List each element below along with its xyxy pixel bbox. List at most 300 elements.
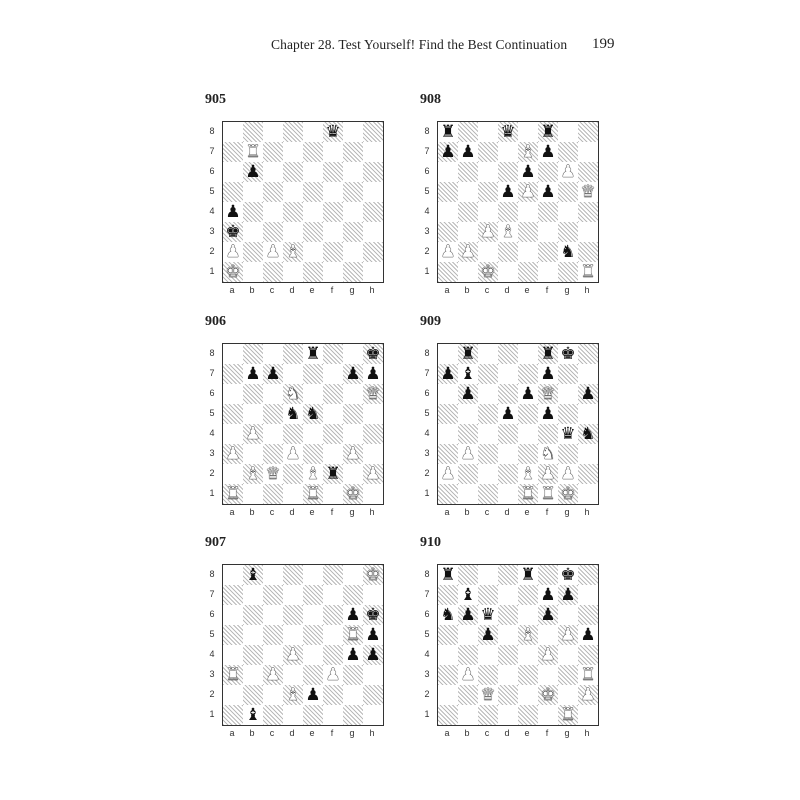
square-h7 bbox=[363, 364, 383, 384]
file-label: e bbox=[309, 285, 315, 295]
square-b7 bbox=[458, 142, 478, 162]
square-g2 bbox=[343, 685, 363, 705]
black-pawn-icon: ♟ bbox=[580, 625, 596, 645]
black-pawn-icon: ♟ bbox=[540, 605, 556, 625]
diagram-number: 905 bbox=[205, 92, 226, 107]
square-b8 bbox=[243, 565, 263, 585]
square-h5 bbox=[363, 182, 383, 202]
square-a8 bbox=[223, 122, 243, 142]
rank-labels bbox=[422, 564, 432, 724]
square-h8 bbox=[578, 565, 598, 585]
square-h4 bbox=[578, 424, 598, 444]
square-a6 bbox=[223, 384, 243, 404]
rank-label: 3 bbox=[424, 448, 430, 458]
square-e1 bbox=[303, 484, 323, 504]
square-b3 bbox=[458, 665, 478, 685]
square-f1 bbox=[323, 705, 343, 725]
square-h3 bbox=[578, 665, 598, 685]
square-a7 bbox=[223, 364, 243, 384]
square-f5 bbox=[538, 182, 558, 202]
square-g7 bbox=[558, 142, 578, 162]
square-e2 bbox=[303, 242, 323, 262]
rank-label: 5 bbox=[209, 186, 215, 196]
square-a3 bbox=[223, 222, 243, 242]
square-d3 bbox=[498, 665, 518, 685]
rank-labels bbox=[207, 121, 217, 281]
square-e3 bbox=[303, 665, 323, 685]
square-g3 bbox=[343, 665, 363, 685]
square-a1 bbox=[223, 262, 243, 282]
square-b1 bbox=[243, 705, 263, 725]
square-a4 bbox=[438, 202, 458, 222]
square-c3 bbox=[263, 665, 283, 685]
square-e3 bbox=[518, 222, 538, 242]
square-a7 bbox=[438, 364, 458, 384]
square-c3 bbox=[478, 222, 498, 242]
white-pawn-icon: ♟ bbox=[480, 222, 496, 242]
square-e8 bbox=[303, 122, 323, 142]
white-bishop-icon: ♝ bbox=[305, 464, 321, 484]
square-g6 bbox=[558, 162, 578, 182]
rank-label: 2 bbox=[424, 246, 430, 256]
square-f4 bbox=[323, 645, 343, 665]
square-e8 bbox=[518, 122, 538, 142]
rank-label: 7 bbox=[209, 146, 215, 156]
file-label: h bbox=[369, 507, 375, 517]
black-knight-icon: ♞ bbox=[560, 242, 576, 262]
white-pawn-icon: ♟ bbox=[460, 444, 476, 464]
square-h8 bbox=[363, 344, 383, 364]
file-label: g bbox=[564, 507, 570, 517]
square-h3 bbox=[578, 444, 598, 464]
white-pawn-icon: ♟ bbox=[225, 242, 241, 262]
square-b2 bbox=[243, 464, 263, 484]
square-e4 bbox=[303, 202, 323, 222]
square-f4 bbox=[538, 645, 558, 665]
rank-label: 7 bbox=[209, 589, 215, 599]
square-h2 bbox=[578, 464, 598, 484]
square-c7 bbox=[478, 364, 498, 384]
square-a5 bbox=[223, 404, 243, 424]
white-rook-icon: ♜ bbox=[580, 262, 596, 282]
square-a5 bbox=[223, 625, 243, 645]
black-pawn-icon: ♟ bbox=[345, 645, 361, 665]
black-pawn-icon: ♟ bbox=[560, 585, 576, 605]
file-label: g bbox=[564, 285, 570, 295]
file-label: b bbox=[464, 507, 470, 517]
white-pawn-icon: ♟ bbox=[365, 464, 381, 484]
square-h2 bbox=[363, 685, 383, 705]
file-label: g bbox=[564, 728, 570, 738]
square-a5 bbox=[438, 182, 458, 202]
white-queen-icon: ♛ bbox=[365, 384, 381, 404]
square-d5 bbox=[283, 182, 303, 202]
chess-board bbox=[437, 564, 599, 726]
rank-label: 4 bbox=[424, 206, 430, 216]
square-e7 bbox=[303, 364, 323, 384]
file-label: e bbox=[524, 285, 530, 295]
square-e1 bbox=[518, 484, 538, 504]
rank-label: 1 bbox=[424, 266, 430, 276]
black-pawn-icon: ♟ bbox=[345, 364, 361, 384]
square-a4 bbox=[438, 424, 458, 444]
square-c4 bbox=[478, 424, 498, 444]
file-label: a bbox=[444, 285, 450, 295]
file-label: f bbox=[330, 507, 334, 517]
square-f8 bbox=[538, 122, 558, 142]
black-pawn-icon: ♟ bbox=[345, 605, 361, 625]
rank-label: 4 bbox=[209, 649, 215, 659]
black-rook-icon: ♜ bbox=[440, 565, 456, 585]
square-b3 bbox=[458, 222, 478, 242]
rank-label: 4 bbox=[424, 649, 430, 659]
file-label: d bbox=[289, 728, 295, 738]
square-a6 bbox=[223, 605, 243, 625]
square-c6 bbox=[478, 162, 498, 182]
white-rook-icon: ♜ bbox=[225, 484, 241, 504]
square-a7 bbox=[438, 585, 458, 605]
square-c2 bbox=[263, 242, 283, 262]
square-d6 bbox=[283, 605, 303, 625]
rank-label: 1 bbox=[209, 488, 215, 498]
square-h4 bbox=[578, 645, 598, 665]
square-a2 bbox=[223, 464, 243, 484]
square-f1 bbox=[538, 262, 558, 282]
chess-board bbox=[222, 343, 384, 505]
square-h4 bbox=[363, 202, 383, 222]
square-b3 bbox=[243, 665, 263, 685]
file-label: h bbox=[584, 728, 590, 738]
square-f6 bbox=[323, 162, 343, 182]
white-pawn-icon: ♟ bbox=[285, 645, 301, 665]
square-d2 bbox=[283, 464, 303, 484]
square-d4 bbox=[283, 424, 303, 444]
square-e1 bbox=[303, 705, 323, 725]
black-pawn-icon: ♟ bbox=[365, 645, 381, 665]
file-label: d bbox=[504, 507, 510, 517]
square-d7 bbox=[283, 364, 303, 384]
square-c5 bbox=[478, 182, 498, 202]
black-knight-icon: ♞ bbox=[285, 404, 301, 424]
square-e8 bbox=[303, 344, 323, 364]
black-pawn-icon: ♟ bbox=[365, 364, 381, 384]
square-e5 bbox=[518, 404, 538, 424]
square-g2 bbox=[558, 464, 578, 484]
square-a2 bbox=[438, 685, 458, 705]
file-label: h bbox=[369, 728, 375, 738]
square-g7 bbox=[558, 364, 578, 384]
square-g3 bbox=[558, 665, 578, 685]
rank-label: 5 bbox=[424, 186, 430, 196]
square-h6 bbox=[363, 162, 383, 182]
rank-label: 8 bbox=[209, 569, 215, 579]
rank-label: 5 bbox=[424, 408, 430, 418]
square-f2 bbox=[538, 464, 558, 484]
square-a1 bbox=[438, 484, 458, 504]
black-rook-icon: ♜ bbox=[540, 122, 556, 142]
square-f6 bbox=[538, 384, 558, 404]
diagram-number: 908 bbox=[420, 92, 441, 107]
square-d2 bbox=[498, 464, 518, 484]
rank-labels bbox=[207, 343, 217, 503]
square-d2 bbox=[498, 685, 518, 705]
rank-label: 7 bbox=[424, 146, 430, 156]
square-c3 bbox=[478, 665, 498, 685]
square-f7 bbox=[323, 364, 343, 384]
file-label: c bbox=[484, 507, 490, 517]
square-c6 bbox=[263, 384, 283, 404]
square-c7 bbox=[263, 364, 283, 384]
square-a6 bbox=[438, 162, 458, 182]
square-f5 bbox=[323, 404, 343, 424]
square-c7 bbox=[263, 142, 283, 162]
square-f3 bbox=[323, 222, 343, 242]
square-g1 bbox=[558, 705, 578, 725]
square-g3 bbox=[343, 444, 363, 464]
black-pawn-icon: ♟ bbox=[540, 142, 556, 162]
page-number: 199 bbox=[592, 36, 615, 52]
black-pawn-icon: ♟ bbox=[265, 364, 281, 384]
square-c7 bbox=[263, 585, 283, 605]
square-b3 bbox=[243, 444, 263, 464]
square-g3 bbox=[558, 222, 578, 242]
square-d3 bbox=[283, 665, 303, 685]
white-pawn-icon: ♟ bbox=[560, 162, 576, 182]
square-e4 bbox=[518, 202, 538, 222]
square-b5 bbox=[243, 625, 263, 645]
white-rook-icon: ♜ bbox=[245, 142, 261, 162]
square-c5 bbox=[478, 404, 498, 424]
square-a1 bbox=[438, 705, 458, 725]
square-f3 bbox=[538, 444, 558, 464]
square-f1 bbox=[323, 262, 343, 282]
square-d1 bbox=[498, 705, 518, 725]
square-e6 bbox=[303, 162, 323, 182]
square-e6 bbox=[518, 384, 538, 404]
square-b7 bbox=[458, 364, 478, 384]
rank-label: 8 bbox=[209, 348, 215, 358]
file-label: b bbox=[249, 728, 255, 738]
file-label: e bbox=[524, 728, 530, 738]
black-pawn-icon: ♟ bbox=[305, 685, 321, 705]
white-king-icon: ♚ bbox=[480, 262, 496, 282]
black-pawn-icon: ♟ bbox=[500, 404, 516, 424]
white-pawn-icon: ♟ bbox=[560, 464, 576, 484]
white-rook-icon: ♜ bbox=[345, 625, 361, 645]
square-b1 bbox=[243, 262, 263, 282]
square-e7 bbox=[518, 364, 538, 384]
black-knight-icon: ♞ bbox=[580, 424, 596, 444]
diagram-number: 907 bbox=[205, 535, 226, 550]
black-pawn-icon: ♟ bbox=[580, 384, 596, 404]
square-g2 bbox=[558, 685, 578, 705]
file-labels bbox=[222, 285, 382, 295]
square-f1 bbox=[538, 705, 558, 725]
square-h6 bbox=[578, 384, 598, 404]
square-e3 bbox=[518, 665, 538, 685]
square-a5 bbox=[438, 404, 458, 424]
square-d6 bbox=[498, 384, 518, 404]
square-b2 bbox=[458, 685, 478, 705]
square-f3 bbox=[538, 222, 558, 242]
square-b2 bbox=[458, 464, 478, 484]
white-pawn-icon: ♟ bbox=[225, 444, 241, 464]
square-c4 bbox=[263, 202, 283, 222]
rank-label: 6 bbox=[209, 166, 215, 176]
square-g7 bbox=[343, 142, 363, 162]
black-pawn-icon: ♟ bbox=[540, 182, 556, 202]
square-e8 bbox=[518, 565, 538, 585]
black-king-icon: ♚ bbox=[560, 344, 576, 364]
square-f6 bbox=[538, 162, 558, 182]
file-label: e bbox=[524, 507, 530, 517]
square-g8 bbox=[343, 122, 363, 142]
black-pawn-icon: ♟ bbox=[520, 162, 536, 182]
square-a3 bbox=[438, 444, 458, 464]
rank-label: 7 bbox=[424, 368, 430, 378]
square-a1 bbox=[223, 705, 243, 725]
rank-label: 3 bbox=[209, 226, 215, 236]
file-label: a bbox=[229, 507, 235, 517]
square-h2 bbox=[578, 685, 598, 705]
rank-label: 2 bbox=[209, 468, 215, 478]
square-a7 bbox=[223, 585, 243, 605]
square-h7 bbox=[578, 364, 598, 384]
square-d8 bbox=[498, 344, 518, 364]
square-g4 bbox=[558, 202, 578, 222]
square-h1 bbox=[363, 484, 383, 504]
black-bishop-icon: ♝ bbox=[460, 585, 476, 605]
square-g5 bbox=[558, 182, 578, 202]
rank-label: 1 bbox=[209, 266, 215, 276]
white-rook-icon: ♜ bbox=[225, 665, 241, 685]
square-d3 bbox=[498, 444, 518, 464]
rank-label: 7 bbox=[424, 589, 430, 599]
square-g8 bbox=[558, 565, 578, 585]
square-f3 bbox=[323, 665, 343, 685]
square-c3 bbox=[263, 444, 283, 464]
square-c8 bbox=[263, 565, 283, 585]
square-f6 bbox=[323, 384, 343, 404]
square-b7 bbox=[243, 364, 263, 384]
square-g4 bbox=[558, 424, 578, 444]
square-f8 bbox=[323, 344, 343, 364]
rank-label: 6 bbox=[209, 609, 215, 619]
square-f5 bbox=[538, 404, 558, 424]
square-g5 bbox=[343, 182, 363, 202]
square-b3 bbox=[243, 222, 263, 242]
square-f8 bbox=[323, 565, 343, 585]
square-d6 bbox=[283, 384, 303, 404]
square-a1 bbox=[223, 484, 243, 504]
file-label: f bbox=[545, 507, 549, 517]
square-g4 bbox=[343, 645, 363, 665]
white-pawn-icon: ♟ bbox=[440, 242, 456, 262]
square-d8 bbox=[283, 344, 303, 364]
square-e3 bbox=[303, 222, 323, 242]
rank-label: 2 bbox=[424, 468, 430, 478]
square-b2 bbox=[243, 685, 263, 705]
rank-label: 5 bbox=[209, 408, 215, 418]
white-bishop-icon: ♝ bbox=[500, 222, 516, 242]
square-f3 bbox=[538, 665, 558, 685]
square-g8 bbox=[558, 344, 578, 364]
square-c2 bbox=[263, 464, 283, 484]
white-pawn-icon: ♟ bbox=[540, 645, 556, 665]
square-e2 bbox=[303, 685, 323, 705]
black-pawn-icon: ♟ bbox=[440, 142, 456, 162]
white-pawn-icon: ♟ bbox=[345, 444, 361, 464]
file-label: d bbox=[504, 728, 510, 738]
diagram-number: 910 bbox=[420, 535, 441, 550]
black-king-icon: ♚ bbox=[365, 344, 381, 364]
square-d5 bbox=[283, 404, 303, 424]
black-king-icon: ♚ bbox=[560, 565, 576, 585]
white-knight-icon: ♞ bbox=[540, 444, 556, 464]
square-h5 bbox=[578, 182, 598, 202]
square-f7 bbox=[538, 142, 558, 162]
square-e4 bbox=[518, 424, 538, 444]
square-f6 bbox=[323, 605, 343, 625]
square-h8 bbox=[363, 565, 383, 585]
square-g2 bbox=[343, 464, 363, 484]
square-c3 bbox=[263, 222, 283, 242]
square-c8 bbox=[478, 565, 498, 585]
white-pawn-icon: ♟ bbox=[440, 464, 456, 484]
black-rook-icon: ♜ bbox=[305, 344, 321, 364]
square-f2 bbox=[323, 685, 343, 705]
square-a1 bbox=[438, 262, 458, 282]
diagram-number: 906 bbox=[205, 314, 226, 329]
square-a8 bbox=[438, 122, 458, 142]
square-c4 bbox=[263, 645, 283, 665]
file-labels bbox=[222, 507, 382, 517]
rank-label: 3 bbox=[424, 669, 430, 679]
rank-label: 8 bbox=[209, 126, 215, 136]
square-a5 bbox=[223, 182, 243, 202]
square-b6 bbox=[243, 384, 263, 404]
square-b8 bbox=[458, 122, 478, 142]
square-h3 bbox=[363, 665, 383, 685]
square-c1 bbox=[478, 705, 498, 725]
square-c6 bbox=[478, 605, 498, 625]
square-b3 bbox=[458, 444, 478, 464]
black-bishop-icon: ♝ bbox=[460, 364, 476, 384]
square-c2 bbox=[478, 242, 498, 262]
rank-label: 4 bbox=[209, 206, 215, 216]
file-label: h bbox=[584, 285, 590, 295]
square-d3 bbox=[283, 444, 303, 464]
square-e2 bbox=[518, 242, 538, 262]
square-g1 bbox=[343, 705, 363, 725]
square-d3 bbox=[498, 222, 518, 242]
square-f5 bbox=[538, 625, 558, 645]
square-b5 bbox=[458, 182, 478, 202]
file-label: b bbox=[249, 285, 255, 295]
square-h6 bbox=[363, 384, 383, 404]
white-rook-icon: ♜ bbox=[580, 665, 596, 685]
white-queen-icon: ♛ bbox=[580, 182, 596, 202]
square-d4 bbox=[498, 424, 518, 444]
file-label: a bbox=[229, 285, 235, 295]
file-label: e bbox=[309, 728, 315, 738]
square-f5 bbox=[323, 182, 343, 202]
square-c1 bbox=[263, 262, 283, 282]
square-d5 bbox=[283, 625, 303, 645]
square-a2 bbox=[438, 464, 458, 484]
white-pawn-icon: ♟ bbox=[460, 242, 476, 262]
square-e8 bbox=[303, 565, 323, 585]
